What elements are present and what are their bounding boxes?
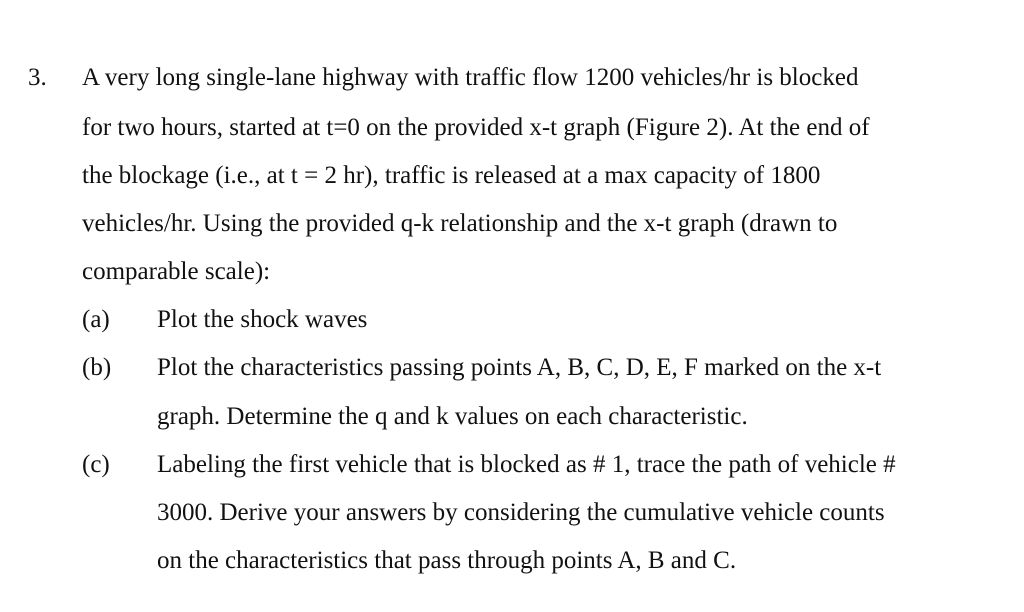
part-text: Labeling the first vehicle that is blocked as # 1, trace the path of vehicle # xyxy=(157,451,896,478)
part-text: on the characteristics that pass through points A, B and C. xyxy=(157,547,737,574)
part-text: 3000. Derive your answers by considering the cumulative vehicle counts xyxy=(157,499,885,526)
intro-line: comparable scale): xyxy=(82,258,271,285)
intro-line: the blockage (i.e., at t = 2 hr), traffic is released at a max capacity of 1800 xyxy=(82,162,821,189)
part-text: Plot the shock waves xyxy=(157,306,368,333)
intro-line: A very long single-lane highway with traffic flow 1200 vehicles/hr is blocked xyxy=(82,64,859,91)
part-text: graph. Determine the q and k values on each characteristic. xyxy=(157,403,748,430)
part-label: (b) xyxy=(82,354,112,381)
part-label: (a) xyxy=(82,306,110,333)
intro-line: vehicles/hr. Using the provided q-k relationship and the x-t graph (drawn to xyxy=(82,210,838,237)
part-text: Plot the characteristics passing points A, B, C, D, E, F marked on the x-t xyxy=(157,354,882,381)
question-number: 3. xyxy=(28,64,47,91)
part-label: (c) xyxy=(82,451,110,478)
intro-line: for two hours, started at t=0 on the provided x-t graph (Figure 2). At the end of xyxy=(82,114,870,141)
